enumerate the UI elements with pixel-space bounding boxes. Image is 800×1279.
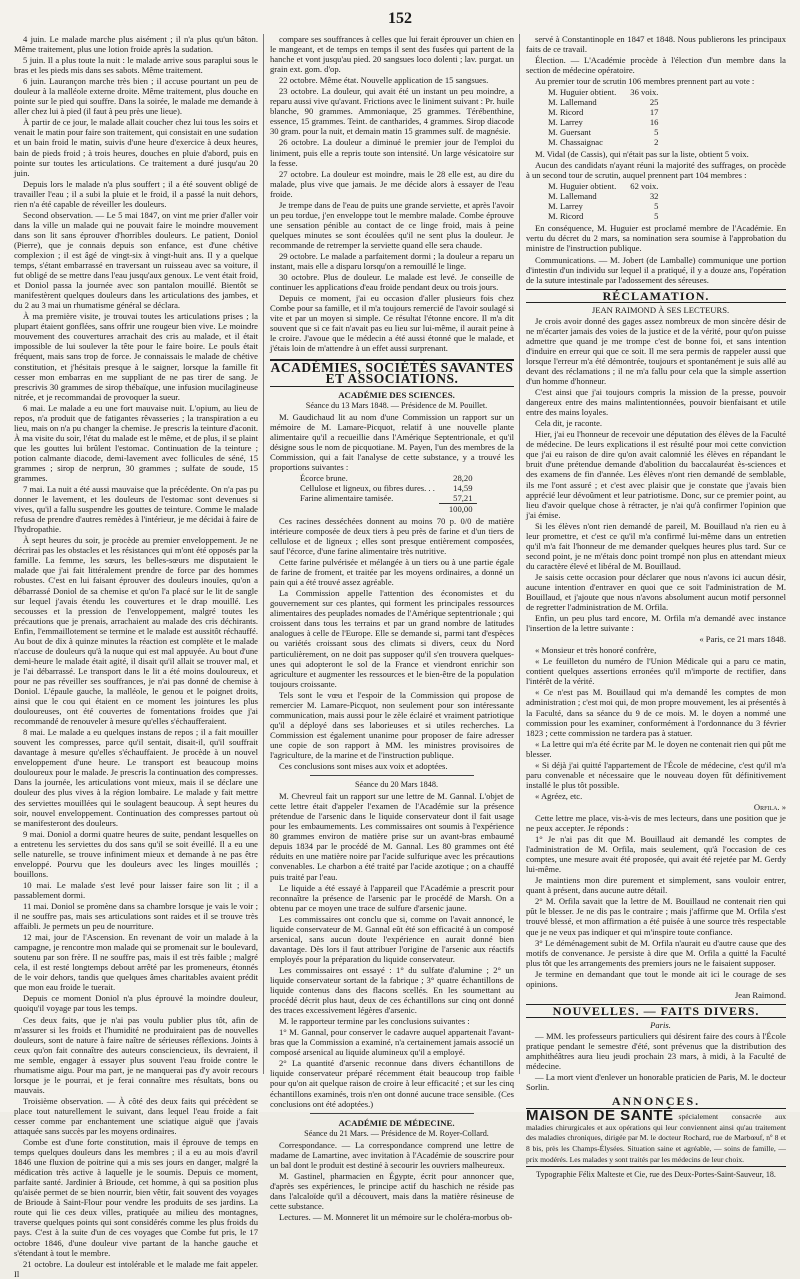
nouvelles-text xyxy=(526,1031,786,1092)
paragraph: Élection. — L'Académie procède à l'élection d'un membre dans la section de médecine opératoire. xyxy=(526,55,786,76)
paragraph: 9 mai. Doniol a dormi quatre heures de suite, pendant lesquelles on a entretenu les serviettes du dos sans qu'il se soit éveillé. Il a eu une selle naturelle, se trouve infiniment mieux et demande à ne pas être enveloppé. Pourvu que les douleurs avec les linges mouillés ; bouillons. xyxy=(14,828,258,879)
row-label: M. Huguier obtient. xyxy=(548,87,617,98)
paragraph: Le liquide a été essayé à l'appareil que l'Académie a prescrit pour reconnaître la présence de l'arsenic par le procédé de Marsh. On a obtenu par ce moyen une trace de sulfure d'arsenic jaune. xyxy=(270,882,514,913)
column-rule xyxy=(263,34,264,1074)
paragraph: Troisième observation. — À côté des deux faits qui précèdent se place tout naturellement le suivant, dans lequel l'eau froide a fait cesser comme par enchantement une sciatique aiguë que j'avais attaquée sans succès par les moyens ordinaires. xyxy=(14,1095,258,1137)
column-3-text-b xyxy=(526,223,786,284)
paragraph: Ces conclusions sont mises aux voix et adoptées. xyxy=(279,761,448,772)
paragraph: — MM. les professeurs particuliers qui désirent faire des cours à l'École pratique pendant le semestre d'été, sont prévenus que la distribution des amphithéâtres aura lieu jeudi prochain 23 mars, à midi, à la Faculté de médecine. xyxy=(526,1030,786,1072)
nouvelles-title: NOUVELLES. — FAITS DIVERS. xyxy=(526,1004,786,1018)
vote-table-first-round xyxy=(548,87,662,147)
reclamation-title: RÉCLAMATION. xyxy=(526,289,786,303)
paragraph: 4 juin. Le malade marche plus aisément ; il n'a plus qu'un bâton. Même traitement, plus une lotion froide après la sudation. xyxy=(14,34,258,55)
row-value: 2 xyxy=(654,137,659,148)
column-3-text-d xyxy=(526,813,786,989)
seance-date: Séance du 20 Mars 1848. xyxy=(355,780,438,790)
paragraph: 2° La quantité d'arsenic reconnue dans divers échantillons de liquide conservateur préparé récemment était beaucoup trop faible pour qu'on ait quelque raison de croire à leur efficacité ; et sur les cinq échantillons examinés, trois n'en ont donné aucune trace sensible. (Ces conclusions ont été adoptées.) xyxy=(270,1058,514,1109)
row-value: 36 voix. xyxy=(630,87,659,98)
composition-total: 100,00 xyxy=(439,503,477,514)
vote-row xyxy=(548,211,662,221)
paragraph: Depuis ce moment Doniol n'a plus éprouvé la moindre douleur, quoiqu'il voyage par tous les temps. xyxy=(14,993,258,1014)
section-title: ACADÉMIES, SOCIÉTÉS SAVANTES ET ASSOCIATIONS. xyxy=(270,360,514,386)
paragraph: servé à Constantinople en 1847 et 1848. Nous publierons les principaux faits de ce travail. xyxy=(526,34,786,55)
row-label: M. Larrey xyxy=(548,117,583,128)
letter-signature: Orfila. » xyxy=(753,801,786,812)
row-label: M. Guersant xyxy=(548,127,591,138)
paragraph: compare ses souffrances à celles que lui ferait éprouver un chien en le mangeant, et de temps en temps il sent des fusées qui partent de la hanche et vont jusqu'au pied. 20 sangsues loco dolenti ; lav. purgat. un grain ext. gom. d'op. xyxy=(270,34,514,75)
paragraph: 6 mai. Le malade a eu une fort mauvaise nuit. L'opium, au lieu de repos, n'a produit que de fatigantes rêvasseries ; la transpiration a eu lieu, mais on n'a pu changer la chemise. Je prescris la teinture d'aconit. À ma visite du soir, l'état du malade est le même, et de plus, il se plaint que les gouttes lui brûlent l'estomac. Continuation de la teinture ; potion calmante diacode, demi-lavement avec follicules de séné, 15 grammes ; sirop de nerprun, 30 grammes ; sulfate de soude, 15 grammes. xyxy=(14,402,258,484)
column-3-text-a xyxy=(526,34,786,86)
column-1-text xyxy=(14,34,258,1279)
row-value: 5 xyxy=(654,211,659,222)
paragraph: 27 octobre. La douleur est moindre, mais le 28 elle est, au dire du malade, plus vive que jamais. Je me décide alors à essayer de l'eau froide. xyxy=(270,168,514,199)
row-label: M. Larrey xyxy=(548,201,583,212)
paragraph: Second observation. — Le 5 mai 1847, on vint me prier d'aller voir dans la ville un malade qui ne pouvait faire le moindre mouvement dans son lit sans éprouver d'horribles douleurs. Le patient, Doniol (Pierre), que je connais depuis son enfance, est d'une chétive complexion ; il est âgé de vingt-six à vingt-huit ans. Il y a quelque temps, s'étant embarrassé en traversant un ruisseau avec sa voiture, il fut obligé de se mettre dans l'eau jusqu'aux genoux. Le vent était froid, et Doniol passa la journée avec son pantalon mouillé. Bientôt se manifestèrent quelques douleurs dans les articulations des jambes, et du 2 au 3 mai un rhumatisme général se déclara. xyxy=(14,209,258,311)
paragraph: Les commissaires ont essayé : 1° du sulfate d'alumine ; 2° un liquide conservateur sortant de la fabrique ; 3° quatre échantillons de liquide contenus dans des flacons scellés. En les soumettant au procédé décrit plus haut, deux de ces échantillons sur cinq ont donné des traces excessivement légères d'arsenic. xyxy=(270,964,514,1016)
row-value: 16 xyxy=(649,117,659,128)
column-2 xyxy=(270,34,514,1223)
ad-text: spécialement consacrée aux maladies chirurgicales et aux opérations qui leur conviennent ainsi qu'au traitement des maladies chroniques, dirigée par M. le docteur Rochard, rue de Marbœuf, nº 8 et 8 bis, près les Champs-Élysées. Situation saine et agréable, — soins de famille, — prix modérés. Les malades y sont traités par les médecins de leur choix. xyxy=(526,1112,786,1164)
paragraph: C'est ainsi que j'ai toujours compris la mission de la presse, pouvoir dangereux entre des mains malintentionnées, pouvoir bienfaisant et utile entre des mains loyales. xyxy=(526,387,786,418)
paragraph: 8 mai. Le malade a eu quelques instans de repos ; il a fait mouiller souvent les compresses, parce qu'il sentait, disait-il, qu'il souffrait davantage à mesure qu'elles s'échauffaient. Je procède à un nouvel enveloppement d'une heure. Le transport est beaucoup moins douloureux pour le malade. Je prescris la continuation des compresses. Dans la journée, les articulations vont mieux, mais il se déclare une douleur des plus vives à la région lombaire. Le malade y fait mettre des serviettes mouillées qui le soulagent beaucoup. À sept heures du soir, nouvel enveloppement. Continuation des compresses partout où se manifesteront des douleurs. xyxy=(14,727,258,828)
paragraph: 10 mai. Le malade s'est levé pour laisser faire son lit ; il a passablement dormi. xyxy=(14,879,258,900)
paragraph: La Commission appelle l'attention des économistes et du gouvernement sur ces plantes, qui forment les principales ressources alimentaires des peuplades nomades de l'Amérique septentrionale ; qui croissent dans tous les terrains et par un grand nombre de latitudes analogues à celle de l'Europe. Elle se demande si, parmi tant d'espèces ou variétés croissant sous des climats si divers, ceux du Nord particulièrement, on ne doit pas supposer qu'il s'en trouvera quelques-unes qui adopteront le sol de la France et viendront enrichir son agriculture et augmenter les ressources et le bien-être de la population toujours croissante. xyxy=(270,588,514,689)
paragraph: 7 mai. La nuit a été aussi mauvaise que la précédente. On n'a pas pu donner le lavement, et les douleurs de l'estomac sont devenues si vives, qu'il a fallu suspendre les gouttes de teinture. Comme le malade refusa de prendre d'autres remèdes à l'intérieur, je me décidai à faire de l'hydropathie. xyxy=(14,484,258,535)
divider xyxy=(310,775,474,776)
seance-date: Séance du 21 Mars. — Présidence de M. Royer-Collard. xyxy=(304,1128,489,1138)
paragraph: « La lettre qui m'a été écrite par M. le doyen ne contenait rien qui pût me blesser. xyxy=(526,738,786,759)
row-label: Farine alimentaire tamisée. xyxy=(300,493,394,504)
paragraph: Combe est d'une forte constitution, mais il éprouve de temps en temps quelques douleurs dans les membres ; il a eu au mois d'avril 1846 une fluxion de poitrine qui a mis ses jours en danger, malgré la médication très active à laquelle je le soumis. Depuis ce moment, parfaite santé. Jardinier à Brioude, cet homme, à qui sa position plus qu'aisée permet de se bien nourrir, bien vêtir, fait souvent des voyages de Brioude à Saint-Flour pour vendre les produits de ses jardins. La route qui lie ces deux villes, pratiquée au milieu des montagnes, traverse quelques points qui sont considérés comme les plus froids du pays. C'est à la suite d'un de ces voyages que Combe fut pris, le 17 octobre 1846, d'une douleur vive partant de la hanche gauche et s'étendant à tout le membre. xyxy=(14,1137,258,1258)
paragraph: Si les élèves n'ont rien demandé de pareil, M. Bouillaud n'a rien eu à leur promettre, et c'est ce qu'il m'a confirmé lui-même dans un entretien qu'il m'a fait l'honneur de me demander quelques heures plus tard. Sur ce second point, je ne m'étais donc point trompé non plus en attendant mieux du caractère élevé et libéral de M. Bouillaud. xyxy=(526,520,786,571)
paragraph: — La mort vient d'enlever un honorable praticien de Paris, M. le docteur Sorlin. xyxy=(526,1072,786,1093)
paragraph: Depuis ce moment, j'ai eu occasion d'aller plusieurs fois chez Combe pour sa famille, et il m'a toujours remercié de l'avoir soulagé si vite et par un moyen si simple. Ce résultat l'étonne encore. Il m'a dit souvent que si ce fait n'avait pas eu lieu sur lui-même, il aurait peine à le croire. J'avoue que le médecin a été aussi étonné que le malade, et j'étais loin de m'attendre à un effet aussi surprenant. xyxy=(270,293,514,354)
paragraph: 26 octobre. La douleur a diminué le premier jour de l'emploi du liniment, puis elle a repris toute son intensité. Un large vésicatoire sur la fesse. xyxy=(270,137,514,168)
column-2-text-b xyxy=(270,516,514,771)
paragraph: Je crois avoir donné des gages assez nombreux de mon sincère désir de ne m'écarter jamais des voies de la justice et de la vérité, pour qu'on puisse admettre que quand je me trompe c'est de bonne foi, et sans intention d'induire en erreur qui que ce soit. Il me sera permis de rappeler aussi que lorsque l'erreur m'a été démontrée, toujours et spontanément je suis allé au devant des réclamations ; il ne m'a fallu pour cela que la simple assertion d'un homme d'honneur. xyxy=(526,315,786,387)
paragraph: Lectures. — M. Monneret lit un mémoire sur le choléra-morbus ob- xyxy=(279,1212,513,1223)
vote-row xyxy=(548,97,662,107)
paragraph: Cela dit, je raconte. xyxy=(535,418,603,429)
vote-row xyxy=(548,191,662,201)
row-value: 17 xyxy=(649,107,659,118)
vote-row xyxy=(548,87,662,97)
column-3-text-c xyxy=(526,316,786,633)
paragraph: Les commissaires ont conclu que si, comme on l'avait annoncé, le liquide conservateur de M. Gannal eût été son efficacité à un composé arsenical, sans aucun doute l'expérience en aurait donné bien davantage. Dès lors il faut attribuer l'origine de l'arsenic aux réactifs employés pour la préparation du liquide conservateur. xyxy=(270,913,514,964)
row-label: Écorce brune. xyxy=(300,472,348,483)
paragraph: 1° M. Gannal, pour conserver le cadavre auquel appartenait l'avant-bras que la Commission a examiné, n'a certainement jamais associé un composé arsenical au liquide alumineux qu'il a employé. xyxy=(270,1027,514,1058)
paragraph: « Le feuilleton du numéro de l'Union Médicale qui a paru ce matin, contient quelques assertions erronées qu'il m'importe de rectifier, dans l'intérêt de la vérité. xyxy=(526,656,786,687)
row-label: M. Ricord xyxy=(548,211,584,222)
row-label: M. Lallemand xyxy=(548,97,597,108)
letter-text xyxy=(526,645,786,801)
paragraph: En conséquence, M. Huguier est proclamé membre de l'Académie. En vertu du décret du 2 mars, sa nomination sera soumise à l'approbation du ministre de l'instruction publique. xyxy=(526,223,786,254)
paragraph: Je termine en demandant que tout le monde ait ici le courage de ses opinions. xyxy=(526,968,786,989)
row-value: 5 xyxy=(654,127,659,138)
paragraph: Communications. — M. Jobert (de Lamballe) communique une portion d'intestin d'un individu sur lequel il a pratiqué, il y a douze ans, l'opération de la suture intestinale par l'adossement des séreuses. xyxy=(526,254,786,285)
row-value: 14,59 xyxy=(453,482,473,493)
printer-line: Typographie Félix Malteste et Cie, rue des Deux-Portes-Saint-Sauveur, 18. xyxy=(536,1170,776,1180)
vote-table-second-round xyxy=(548,181,662,221)
vote-row xyxy=(548,137,662,147)
academie-sciences-title: ACADÉMIE DES SCIENCES. xyxy=(338,389,455,400)
paragraph: 29 octobre. Le malade a parfaitement dormi ; la douleur a reparu un instant, mais elle a disparu lorsqu'on a remouillé le linge. xyxy=(270,250,514,272)
paragraph: « Monsieur et très honoré confrère, xyxy=(535,645,657,656)
row-label: M. Lallemand xyxy=(548,191,597,202)
paragraph: Hier, j'ai eu l'honneur de recevoir une députation des élèves de la Faculté de médecine. De leurs explications il est résulté pour moi cette conviction que j'ai eu raison de dire qu'on avait calomnié les élèves en répandant le bruit d'une prétendue demande d'abolition du baccalauréat ès-sciences et des examens de fin d'année. Les élèves n'ont rien demandé de semblable, ils me l'ont assuré ; et c'est avec plaisir que je constate que j'avais bien apprécié leur dévoûment et leur patriotisme. Donc, sur ce premier point, au lieu d'avoir quelque chose à rétracter, je n'ai qu'à confirmer l'opinion que j'ai émise. xyxy=(526,429,786,520)
letter-date: « Paris, ce 21 mars 1848. xyxy=(699,634,786,645)
paragraph: Ces racines desséchées donnent au moins 70 p. 0/0 de matière intérieure composée de deux tiers à peu près de farine et d'un tiers de cellulose et de ligneux ; elles sont presque entièrement composées, sauf l'écorce, d'une farine alimentaire très nutritive. xyxy=(270,515,514,557)
row-label: Cellulose et ligneux, ou fibres dures. . . xyxy=(300,482,435,493)
advertisement xyxy=(526,1108,786,1167)
ad-heading: MAISON DE SANTÉ xyxy=(526,1107,674,1125)
paragraph: Cette lettre me place, vis-à-vis de mes lecteurs, dans une position que je ne peux accepter. Je réponds : xyxy=(526,813,786,834)
paragraph: À ma première visite, je trouvai toutes les articulations prises ; la plupart étaient gonflées, sans offrir une rougeur bien vive. Le moindre mouvement des couvertures arrachait des cris au malade, et il était impossible de lui soulever la tête pour le faire boire. Le pouls était fréquent, mais sans trop de force. Je connaissais le malade de chétive constitution, et j'hésitais presque à le saigner, lorsque la famille fit cesser mon embarras en me suppliant de ne pas tirer de sang. Je prescrivis 30 grammes de sirop thébaïque, une infusion mucilagineuse nitrée, et je recommandai de provoquer la sueur. xyxy=(14,311,258,402)
vote-note: M. Vidal (de Cassis), qui n'était pas sur la liste, obtient 5 voix. xyxy=(535,149,749,160)
paragraph: 2° M. Orfila savait que la lettre de M. Bouillaud ne contenait rien qui pût le blesser. Je ne dis pas le contraire ; mais j'affirme que M. Orfila s'est trouvé blessé, et mon affirmation a été puisée à une source très respectable que je ne veux pas indiquer et qui m'inspire toute confiance. xyxy=(526,896,786,937)
row-value: 28,20 xyxy=(453,472,473,483)
sciences-paragraph: M. Gaudichaud lit au nom d'une Commission un rapport sur un mémoire de M. Lamare-Picquot, relatif à une nouvelle plante alimentaire qu'il a recueillie dans l'Amérique Septentrionale, et qu'il désigne sous le nom de picquotiane. M. Payen, l'un des membres de la Commission, qui a fait l'analyse de cette substance, y a trouvé les proportions suivantes : xyxy=(270,411,514,472)
vote-row xyxy=(548,127,662,137)
paragraph: Enfin, un peu plus tard encore, M. Orfila m'a demandé avec instance l'insertion de la lettre suivante : xyxy=(526,613,786,634)
seance-date: Séance du 13 Mars 1848. — Présidence de M. Pouillet. xyxy=(305,400,488,410)
row-value: 32 xyxy=(649,191,659,202)
composition-row xyxy=(300,483,477,493)
composition-row xyxy=(300,493,477,504)
divider xyxy=(310,1113,474,1114)
paragraph: Je saisis cette occasion pour déclarer que nous n'avons ici aucun désir, aucune intention d'entraver en quoi que ce soit l'administration de M. Bouillaud, et j'ajoute que nous n'avons absolument aucun motif personnel de regretter l'administration de M. Orfila. xyxy=(526,571,786,613)
column-3 xyxy=(526,34,786,1180)
paragraph: 6 juin. Laurançon marche très bien ; il accuse pourtant un peu de douleur à la malléole externe droite. Même traitement, plus douche en pointe sur le pied qui souffre. Dans la soirée, le malade me demande à aller chez lui à pied (il faut à peu près une lieue). xyxy=(14,76,258,117)
paragraph: 11 mai. Doniol se promène dans sa chambre lorsque je vais le voir ; il ne souffre pas, mais ses articulations sont raides et il se trouve très affaibli. Je permets un peu de nourriture. xyxy=(14,900,258,932)
paragraph: Tels sont le vœu et l'espoir de la Commission qui propose de remercier M. Lamare-Picquot, non seulement pour son intéressante communication, mais aussi pour le zèle éclairé et vraiment patriotique qu'il a déployé dans ses laborieuses et si utiles recherches. La Commission est également unanime pour proposer de faire adresser une copie de son rapport à MM. les ministres provisoires de l'agriculture, de la marine et de l'instruction publique. xyxy=(270,689,514,760)
vote-second-intro: Aucun des candidats n'ayant réuni la majorité des suffrages, on procède à un second tour de scrutin, auquel prennent part 104 membres : xyxy=(526,160,786,181)
reclamation-signature: Jean Raimond. xyxy=(734,989,786,1000)
paragraph: « Si déjà j'ai quitté l'appartement de l'École de médecine, c'est qu'il m'a paru convenable et nécessaire que le nouveau doyen fût définitivement installé le plus tôt possible. xyxy=(526,759,786,790)
paragraph: 22 octobre. Même état. Nouvelle application de 15 sangsues. xyxy=(279,75,489,86)
paragraph: À partir de ce jour, le malade allait coucher chez lui tous les soirs et venait le matin pour faire son traitement, qui consistait en une sudation et un bain froid le matin, suivis d'une heure d'exercice à deux heures, bain de pieds froid ; à trois heures, douches en pluie d'abord, puis en pointe sur toutes les articulations. Ce traitement a duré jusqu'au 20 juin. xyxy=(14,117,258,178)
paragraph: M. Chevreul fait un rapport sur une lettre de M. Gannal. L'objet de cette lettre était d'appeler l'examen de l'Académie sur la présence prétendue de l'arsenic dans le liquide conservateur dont il fait usage pour les embaumements. Les commissaires ont soumis à l'expérience 80 grammes environ de matière prise sur un avant-bras embaumé depuis 1834 par le procédé de M. Gannal. Les 80 grammes ont été réduits en une matière noire par l'acide sulfurique avec les précautions convenables. Le charbon a été traité par l'acide azotique ; on a chauffé puis traité par l'eau. xyxy=(270,791,514,882)
paragraph: Depuis lors le malade n'a plus souffert ; il a été souvent obligé de travailler l'eau ; il a subi la pluie et le froid, il a passé la nuit dehors, rien n'a été capable de réveiller les douleurs. xyxy=(14,178,258,209)
paragraph: « Agréez, etc. xyxy=(535,790,583,801)
paragraph: Correspondance. — La correspondance comprend une lettre de madame de Lamartine, avec invitation à l'Académie de souscrire pour un bal dont le produit est destiné à secourir les ouvriers malheureux. xyxy=(270,1139,514,1170)
paragraph: Je trempe dans de l'eau de puits une grande serviette, et après l'avoir un peu tordue, j'en enveloppe tout le membre malade. Combe éprouve une sensation pénible au contact de ce linge froid, mais à peine quelques minutes se sont écoulées qu'il ne sent plus la douleur. Je recommande de retremper la serviette quand elle sera chaude. xyxy=(270,199,514,250)
paragraph: Je maintiens mon dire purement et simplement, sans vouloir entrer, quant à présent, dans aucune autre détail. xyxy=(526,875,786,896)
paragraph: 23 octobre. La douleur, qui avait été un instant un peu moindre, a reparu aussi vive qu'avant. Frictions avec le liniment suivant : Pr. huile blanche, 90 grammes. Ammoniaque, 25 grammes. Térébenthine, essence, 15 grammes. Teint. de cantharides, 4 grammes. Sirop diacode 30 gram. pour la nuit, et demain matin 15 grammes sulf. de magnésie. xyxy=(270,86,514,137)
paragraph: 1° Je n'ai pas dit que M. Bouillaud ait demandé les comptes de l'administration de M. Orfila, mais seulement, qu'à l'occasion de ces comptes, une mesure avait été proposée, qui avait été rejetée par M. Gerdy lui-même. xyxy=(526,834,786,875)
paragraph: 21 octobre. La douleur est intolérable et le malade me fait appeler. Il xyxy=(14,1258,258,1279)
paragraph: M. Gastinel, pharmacien en Égypte, écrit pour annoncer que, d'après ses expériences, le principe actif du haschich ne réside pas dans l'alcaloïde qu'il a découvert, mais dans la matière résineuse de cette substance. xyxy=(270,1170,514,1211)
paragraph: « Ce n'est pas M. Bouillaud qui m'a demandé les comptes de mon administration ; c'est moi qui, de mon propre mouvement, les ai présentés à la Faculté, dans sa séance du 9 de ce mois. M. le doyen a nommé une commission pour les examiner, conformément à l'ordonnance du 3 février 1823 ; cette commission ne tardera pas à statuer. xyxy=(526,687,786,738)
row-value: 62 voix. xyxy=(630,181,659,192)
column-1 xyxy=(14,34,258,1279)
paragraph: 5 juin. Il a plus toute la nuit : le malade arrive sous paraplui sous le bras et les pieds mis dans ses sabots. Même traitement. xyxy=(14,55,258,76)
column-rule xyxy=(519,34,520,1074)
paragraph: Cette farine pulvérisée et mélangée à un tiers ou à une partie égale de farine de froment, et traitée par les moyens ordinaires, a donné un pain qui a été trouvé assez agréable. xyxy=(270,557,514,588)
row-label: M. Chassaignac xyxy=(548,137,603,148)
page-number: 152 xyxy=(388,10,412,27)
row-value: 57,21 xyxy=(453,492,473,503)
nouvelles-subtitle: Paris. xyxy=(650,1019,671,1030)
paragraph: M. le rapporteur termine par les conclusions suivantes : xyxy=(279,1016,470,1027)
paragraph: Au premier tour de scrutin 106 membres prennent part au vote : xyxy=(535,76,755,87)
composition-table xyxy=(300,473,477,514)
row-value: 5 xyxy=(654,201,659,212)
column-2-text-a xyxy=(270,34,514,353)
annonces-title: ANNONCES. xyxy=(611,1094,701,1109)
reclamation-subtitle: JEAN RAIMOND À SES LECTEURS. xyxy=(591,304,730,315)
academie-medecine-title: ACADÉMIE DE MÉDECINE. xyxy=(338,1117,455,1128)
row-value: 25 xyxy=(649,97,659,108)
column-2-text-d xyxy=(270,1140,514,1222)
vote-row xyxy=(548,201,662,211)
row-label: M. Huguier obtient. xyxy=(548,181,617,192)
composition-row xyxy=(300,473,477,483)
paragraph: Ces deux faits, que je n'ai pas voulu publier plus tôt, afin de m'assurer si les froids et l'humidité ne produiraient pas de nouvelles douleurs, sont de nature à faire naître de sérieuses réflexions. Joints à ceux qu'on fait connaître des auteurs consciencieux, ils devraient, il me semble, engager à essayer plus souvent l'eau froide contre le rhumatisme aigu. Pour ma part, je ne manquerai pas d'y avoir recours lorsque je le pourrai, et je ferai connaître mes résultats, bons ou mauvais. xyxy=(14,1014,258,1095)
paragraph: À sept heures du soir, je procède au premier enveloppement. Je ne décrirai pas les obstacles et les résistances qui m'ont été opposés par la famille. La femme, les sœurs, les belles-sœurs me disputaient le malade que j'ai fait littéralement prendre de force par des hommes robustes. C'est en lui faisant éprouver des douleurs inouïes, qu'on a débarrassé Doniol de sa chemise et qu'on l'a placé sur le lit de sangle sur lequel j'avais étendu les couvertures et le drap mouillé. Les secousses et la pression de l'enveloppement, malgré toutes les précautions que je prenais, arrachaient au malade des cris déchirants. Enfin, l'emmaillotement se termine et le malade est aussitôt réchauffé. Au bout de dix à quinze minutes la réaction est complète et le malade n'accuse de douleurs qu'à la nuque qui est mal appuyée. Au bout d'une demi-heure le malade était agité, il disait qu'il allait se trouver mal, et je l'ai débarrassé. Le transport dans le lit a été moins douloureux, et pour ne pas réveiller ses souffrances, je n'ai pas donné de chemise à Doniol. L'épaule gauche, la malléole, le genou et le poignet droits, ainsi que le cou qui étaient en ce moment les jointures les plus douloureuses, ont été couvertes de fomentations froides que j'ai recommandé de renouveler à mesure qu'elles s'échaufferaient. xyxy=(14,535,258,727)
vote-row xyxy=(548,181,662,191)
paragraph: 30 octobre. Plus de douleur. Le malade est levé. Je conseille de continuer les applications d'eau froide pendant deux ou trois jours. xyxy=(270,272,514,293)
column-2-text-c xyxy=(270,791,514,1108)
vote-row xyxy=(548,107,662,117)
paragraph: 3° Le déménagement subit de M. Orfila n'aurait eu d'autre cause que des motifs de convenance. Je persiste à dire que M. Orfila a quitté la Faculté plus tôt que les arrangements des premiers jours ne le faisaient supposer. xyxy=(526,937,786,968)
row-label: M. Ricord xyxy=(548,107,584,118)
vote-row xyxy=(548,117,662,127)
paragraph: 12 mai, jour de l'Ascension. En revenant de voir un malade à la campagne, je rencontre mon malade qui se promenait sur le boulevard, soutenu par son frère. Il ne souffre pas, mais il est très faible ; malgré cela, il est resté longtemps debout arrêté par les promeneurs, étonnés de le voir dehors, tandis que quelques âmes charitables avaient prédit que mon eau froide le tuerait. xyxy=(14,932,258,993)
